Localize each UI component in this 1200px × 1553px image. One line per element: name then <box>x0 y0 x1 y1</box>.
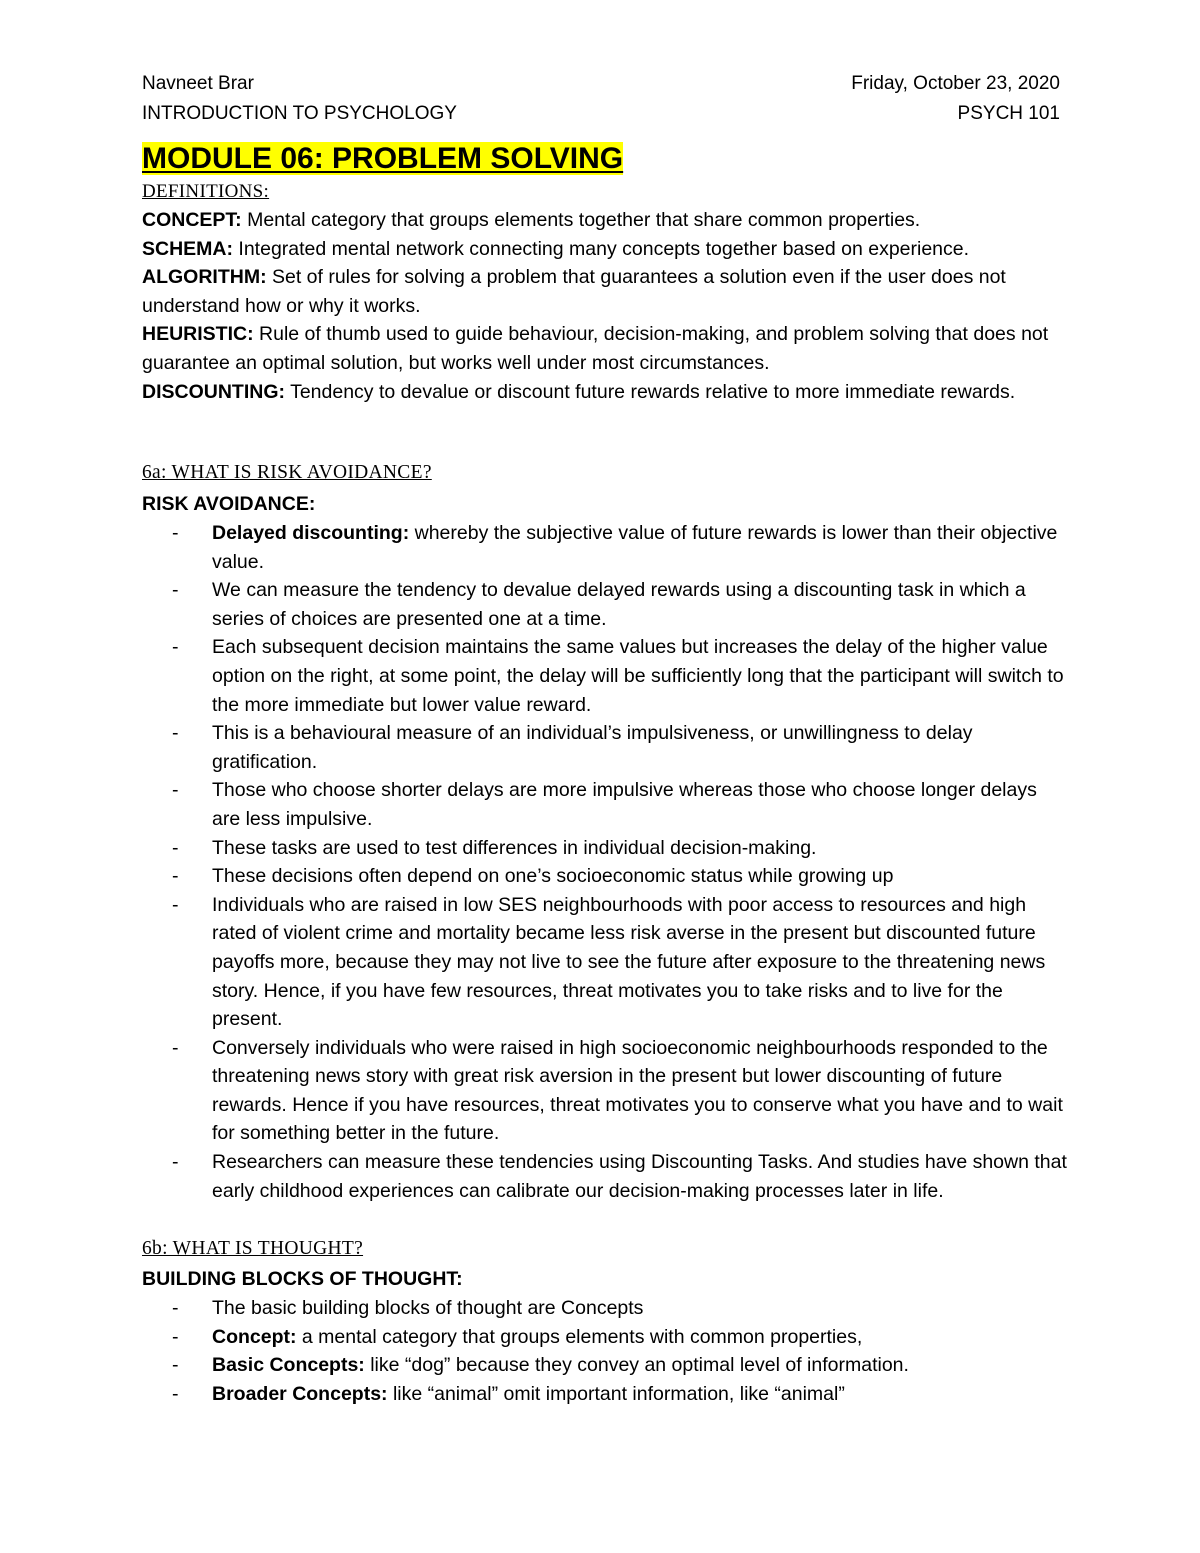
bullet-bold: Concept: <box>212 1325 297 1348</box>
section-a-subheading: RISK AVOIDANCE: <box>142 493 316 515</box>
definitions-label: DEFINITIONS: <box>142 181 270 202</box>
definition-term: CONCEPT: <box>142 209 242 231</box>
list-item <box>172 576 1067 633</box>
bullet-text: These tasks are used to test differences in individual decision-making. <box>212 836 817 859</box>
definition-text: Tendency to devalue or discount future rewards relative to more immediate rewards. <box>285 380 1016 403</box>
list-item <box>172 891 1067 1034</box>
dash-bullet: - <box>172 722 179 745</box>
dash-bullet: - <box>172 636 179 659</box>
bullet-text: The basic building blocks of thought are Concepts <box>212 1297 644 1319</box>
bullet-bold: Broader Concepts: <box>212 1382 388 1405</box>
bullet-text: Conversely individuals who were raised in high socioeconomic neighbourhoods responded to the threatening news story with great risk aversion in the present but lower discounting of future rewards. Hence if you have resources, threat motivates you to conserve what you have and to wait for something better in the future. <box>212 1036 1063 1145</box>
list-item <box>172 1351 1067 1380</box>
header-row-2 <box>142 102 1060 126</box>
definition-item <box>142 378 1067 407</box>
definition-item <box>142 235 1067 264</box>
course-name: INTRODUCTION TO PSYCHOLOGY <box>142 103 457 124</box>
module-title <box>142 140 623 178</box>
course-code: PSYCH 101 <box>957 103 1060 124</box>
bullet-text: whereby the subjective value of future rewards is lower than their objective value. <box>212 522 1058 573</box>
bullet-bold: Basic Concepts: <box>212 1354 365 1377</box>
list-item <box>172 719 1067 776</box>
list-item <box>172 834 1067 863</box>
bullet-text: Individuals who are raised in low SES neighbourhoods with poor access to resources and high rated of violent crime and mortality became less risk averse in the present but discounted future payoffs more, because they may not live to see the future after exposure to the threatening news story. Hence, if you have few resources, threat motivates you to take risks and to live for the present. <box>212 893 1046 1031</box>
bullet-text: Each subsequent decision maintains the same values but increases the delay of the higher value option on the right, at some point, the delay will be sufficiently long that the participant will switch to the more immediate but lower value reward. <box>212 636 1064 716</box>
section-b-bullets <box>172 1294 1067 1408</box>
dash-bullet: - <box>172 1151 179 1174</box>
bullet-text: Researchers can measure these tendencies using Discounting Tasks. And studies have shown that early childhood experiences can calibrate our decision-making processes later in life. <box>212 1151 1067 1202</box>
definition-text: Rule of thumb used to guide behaviour, decision-making, and problem solving that does not guarantee an optimal solution, but works well under most circumstances. <box>142 323 1049 374</box>
section-a-heading: 6a: WHAT IS RISK AVOIDANCE? <box>142 462 432 483</box>
bullet-text: These decisions often depend on one’s socioeconomic status while growing up <box>212 865 894 888</box>
definition-item <box>142 206 1067 235</box>
bullet-text: We can measure the tendency to devalue delayed rewards using a discounting task in which a series of choices are presented one at a time. <box>212 579 1026 630</box>
list-item <box>172 519 1067 576</box>
list-item <box>172 1380 1067 1409</box>
dash-bullet: - <box>172 1297 179 1319</box>
definition-text: Mental category that groups elements together that share common properties. <box>241 209 921 231</box>
bullet-text: like “dog” because they convey an optimal level of information. <box>364 1354 909 1377</box>
definition-item <box>142 263 1067 320</box>
bullet-text: a mental category that groups elements with common properties, <box>296 1325 863 1348</box>
dash-bullet: - <box>172 836 179 859</box>
dash-bullet: - <box>172 522 179 544</box>
dash-bullet: - <box>172 1354 179 1377</box>
list-item <box>172 1034 1067 1148</box>
bullet-text: like “animal” omit important information, like “animal” <box>387 1382 845 1405</box>
definitions-list <box>142 206 1067 406</box>
definition-term: HEURISTIC: <box>142 323 254 346</box>
section-b-heading: 6b: WHAT IS THOUGHT? <box>142 1238 364 1259</box>
definition-text: Set of rules for solving a problem that guarantees a solution even if the user does not understand how or why it works. <box>142 266 1006 317</box>
list-item <box>172 776 1067 833</box>
list-item <box>172 862 1067 891</box>
definition-text: Integrated mental network connecting many concepts together based on experience. <box>233 237 970 260</box>
header-row-1 <box>142 72 1060 96</box>
dash-bullet: - <box>172 865 179 888</box>
list-item <box>172 1294 1067 1323</box>
list-item <box>172 633 1067 719</box>
author-name: Navneet Brar <box>142 73 254 94</box>
bullet-text: This is a behavioural measure of an individual’s impulsiveness, or unwillingness to delay gratification. <box>212 722 973 773</box>
dash-bullet: - <box>172 1325 179 1348</box>
section-b-subheading: BUILDING BLOCKS OF THOUGHT: <box>142 1268 463 1290</box>
dash-bullet: - <box>172 893 179 916</box>
dash-bullet: - <box>172 1036 179 1059</box>
definition-term: SCHEMA: <box>142 237 233 260</box>
document-date: Friday, October 23, 2020 <box>851 73 1060 94</box>
list-item <box>172 1148 1067 1205</box>
dash-bullet: - <box>172 579 179 602</box>
dash-bullet: - <box>172 1382 179 1405</box>
section-a-bullets <box>172 519 1067 1205</box>
bullet-text: Those who choose shorter delays are more impulsive whereas those who choose longer delays are less impulsive. <box>212 779 1037 830</box>
definition-term: ALGORITHM: <box>142 266 267 289</box>
module-title-text: MODULE 06: PROBLEM SOLVING <box>142 142 624 175</box>
bullet-bold: Delayed discounting: <box>212 522 410 544</box>
list-item <box>172 1323 1067 1352</box>
dash-bullet: - <box>172 779 179 802</box>
definition-term: DISCOUNTING: <box>142 380 285 403</box>
definition-item <box>142 320 1067 377</box>
